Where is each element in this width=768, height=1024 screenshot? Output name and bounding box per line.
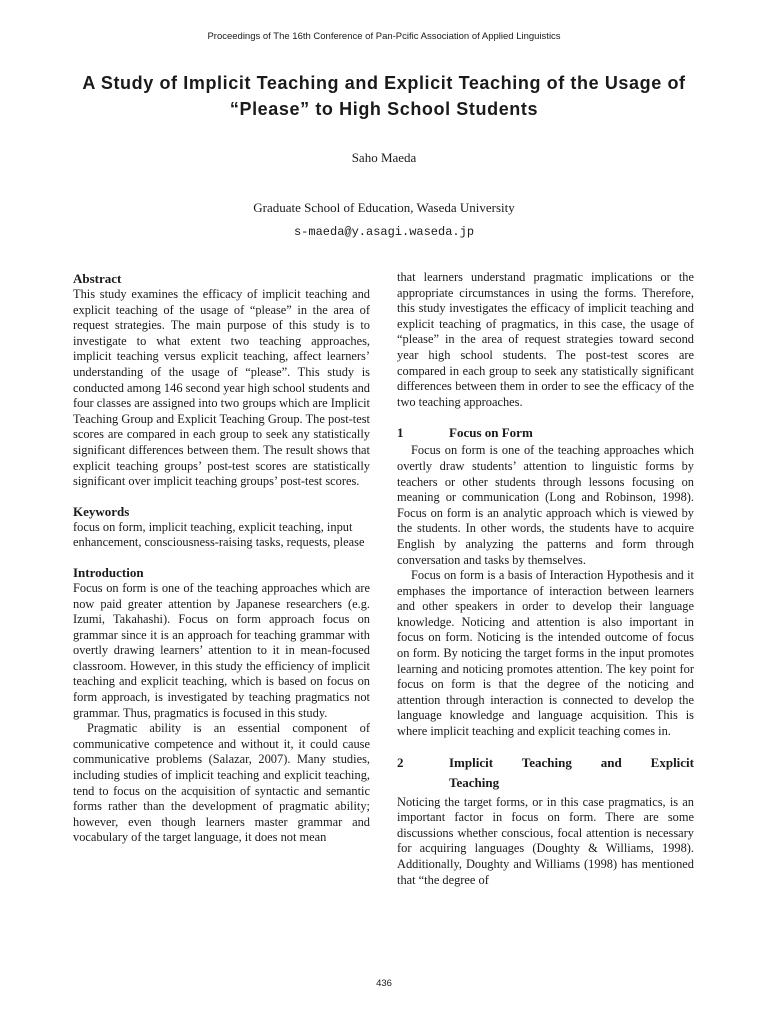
- keywords-heading: Keywords: [73, 503, 130, 519]
- section-1-heading: [397, 423, 694, 443]
- section-2-number: 2: [397, 754, 404, 770]
- left-column: [73, 270, 370, 846]
- introduction-paragraph-2: Pragmatic ability is an essential component of communicative competence and without it, it could cause communicative problems (Salazar, 2007). Many studies, including studies of implicit teaching and explicit teaching, tend to focus on the acquisition of syntactic and semantic forms rather than the development of pragmatic ability; however, even though learners master grammar and vocabulary of the target language, it does not mean: [73, 721, 370, 845]
- section-2-heading: [397, 753, 694, 773]
- section-1-paragraph-1: Focus on form is one of the teaching approaches which overtly draw students’ attention to linguistic forms by teachers or other students through lessons focusing on meaning or communication (Long and Robinson, 1998). Focus on form is an analytic approach which is viewed by the students. In other words, the students have to acquire English by analyzing the patterns and form through conversation and tasks by themselves.: [397, 443, 694, 567]
- section-2-paragraph-1: Noticing the target forms, or in this case pragmatics, is an important factor in focus on form. There are some discussions whether conscious, focal attention is necessary for acquiring languages (Doughty & Williams, 1998). Additionally, Doughty and Williams (1998) has mentioned that “the degree of: [397, 794, 694, 887]
- author-affiliation: Graduate School of Education, Waseda University: [253, 200, 515, 215]
- section-1-number: 1: [397, 425, 404, 441]
- section-2-title-line-1: Implicit Teaching and Explicit: [449, 754, 694, 770]
- abstract-text: This study examines the efficacy of implicit teaching and explicit teaching of the usage of “please” in the area of request strategies. The main purpose of this study is to investigate to what extent two teaching approaches, implicit teaching versus explicit teaching, affect learners’ understanding of the usage of “please”. This study is conducted among 146 second year high school students and four classes are assigned into two groups which are Implicit Teaching Group and Explicit Teaching Group. The post-test scores are compared in each group to seek any statistically significant differences between them. The result shows that explicit teaching groups’ post-test scores are statistically significant over implicit teaching groups’ post-test scores.: [73, 287, 370, 489]
- section-2-title-line-2: Teaching: [449, 774, 500, 790]
- introduction-paragraph-2-continued: that learners understand pragmatic implications or the appropriate circumstances in using the forms. Therefore, this study investigates the efficacy of implicit teaching and explicit teaching of pragmatics, in this case, the usage of “please” in the area of request strategies toward second year high school students. The post-test scores are compared in each group to seek any statistically significant differences between them in order to see the efficacy of the two teaching approaches.: [397, 270, 694, 409]
- paper-title: A Study of Implicit Teaching and Explicit Teaching of the Usage of “Please” to High School Students: [82, 73, 686, 119]
- section-1-paragraph-2: Focus on form is a basis of Interaction Hypothesis and it emphases the importance of interaction between learners and other speakers in order to develop their language knowledge. Noticing and attention is also important in focus on form. Noticing is the intended outcome of focus on form. By noticing the target forms in the input promotes learning and noticing promotes attention. The key point for focus on form is that the degree of the noticing and attention through interaction is connected to develop the language knowledge and language acquisition. This is where implicit teaching and explicit teaching comes in.: [397, 568, 694, 739]
- keywords-text: focus on form, implicit teaching, explicit teaching, input enhancement, consciousness-raising tasks, requests, please: [73, 519, 365, 550]
- author-email[interactable]: s-maeda@y.asagi.waseda.jp: [293, 225, 475, 239]
- running-head: Proceedings of The 16th Conference of Pan-Pcific Association of Applied Linguistics: [207, 31, 561, 42]
- section-1-title: Focus on Form: [449, 425, 533, 441]
- right-column: [397, 270, 694, 888]
- page-number: 436: [376, 978, 392, 989]
- introduction-paragraph-1: Focus on form is one of the teaching approaches which are now paid greater attention by Japanese researchers (e.g. Izumi, Takahashi). Focus on form approach focus on grammar since it is an approach for teaching grammar with overtly drawing learners’ attention to it in mean-focused classroom. However, in this study the efficiency of implicit teaching and explicit teaching, which is based on focus on form approach, is investigated by teaching pragmatics not grammar. Thus, pragmatics is focused in this study.: [73, 580, 370, 720]
- section-2-heading-cont: [397, 773, 694, 793]
- author-name: Saho Maeda: [351, 150, 417, 165]
- introduction-heading: Introduction: [73, 564, 144, 580]
- abstract-heading: Abstract: [73, 271, 122, 286]
